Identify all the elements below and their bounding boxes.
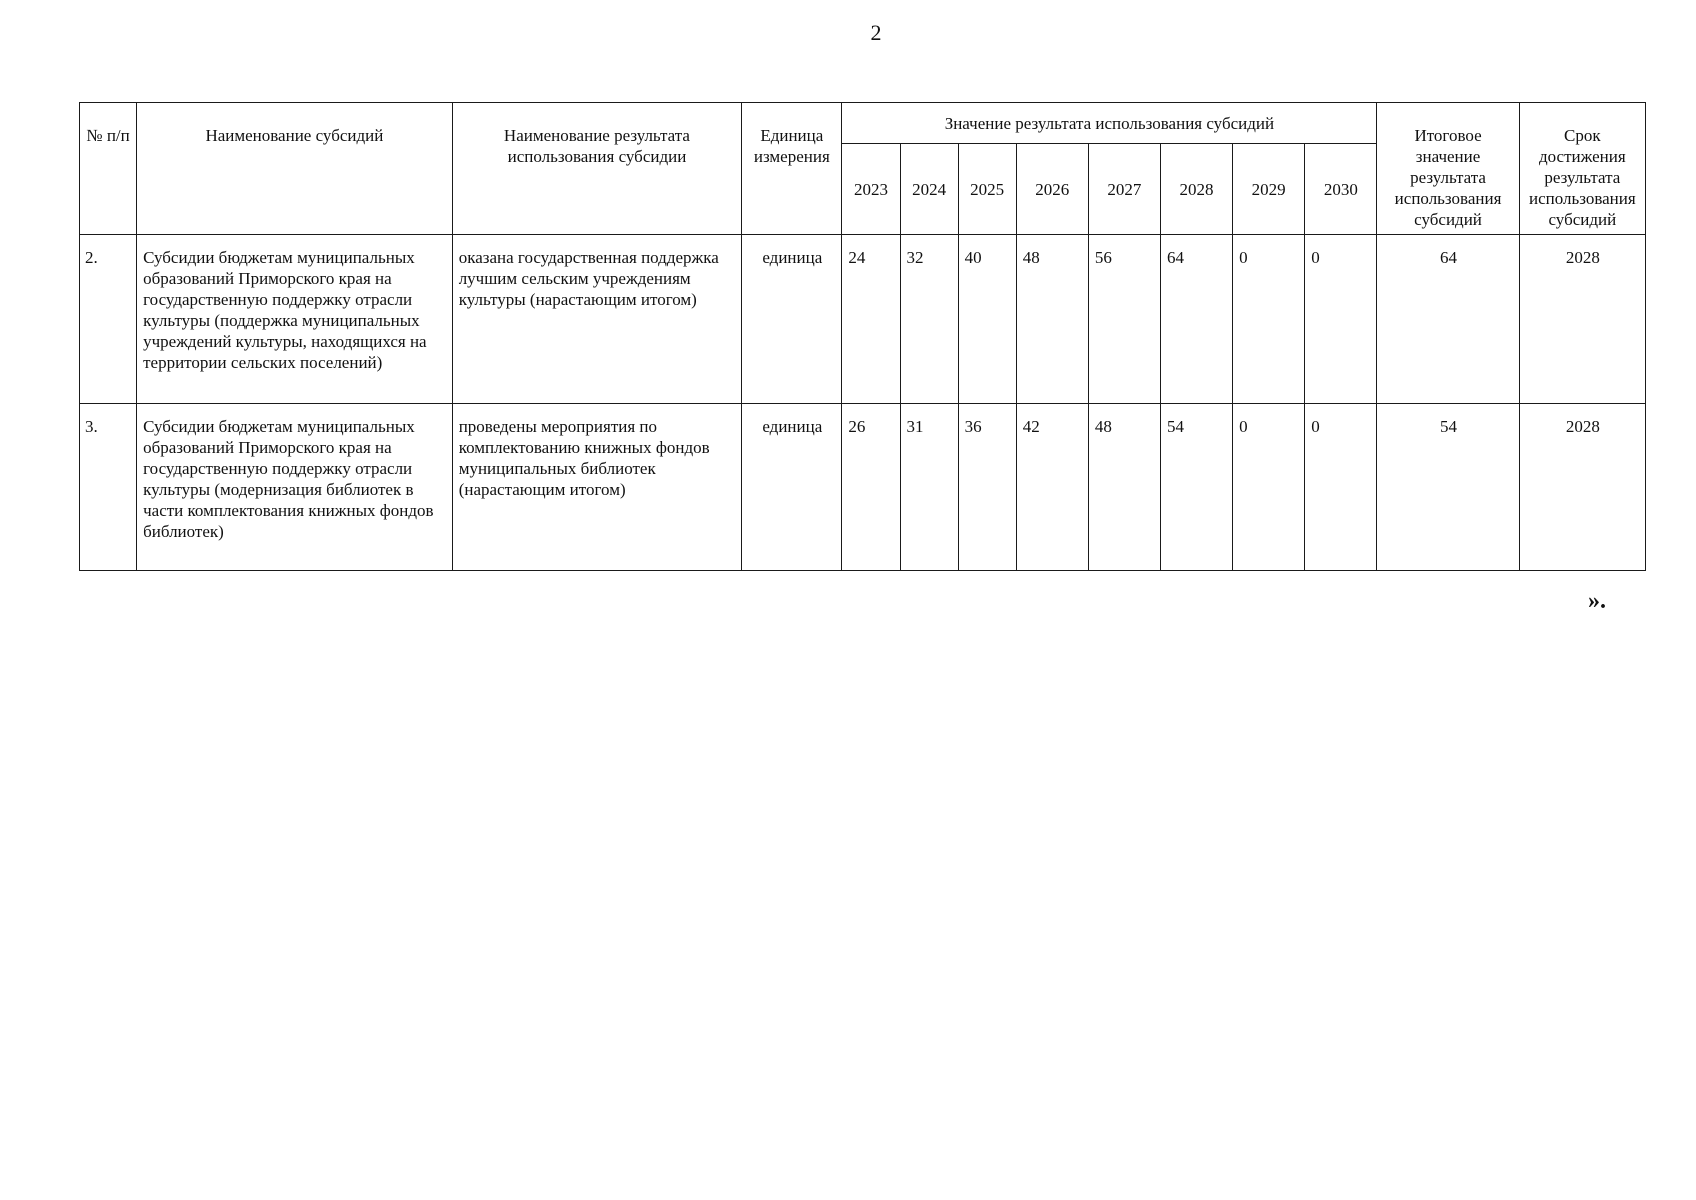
header-year: 2028 <box>1160 144 1232 235</box>
cell-unit: единица <box>742 404 842 571</box>
cell-value: 0 <box>1233 404 1305 571</box>
cell-subsidy-name: Субсидии бюджетам муниципальных образований Приморского края на государственную поддержку отрасли культуры (поддержка муниципальных учреждений культуры, находящихся на территории сельских поселений) <box>137 235 453 404</box>
page-number: 2 <box>870 20 882 45</box>
header-subsidy-name: Наименование субсидий <box>137 103 453 235</box>
cell-value: 54 <box>1160 404 1232 571</box>
cell-value: 48 <box>1088 404 1160 571</box>
cell-value: 32 <box>900 235 958 404</box>
cell-value: 24 <box>842 235 900 404</box>
table-row <box>80 235 1646 404</box>
subsidies-table <box>79 102 1646 571</box>
closing-quote-mark: ». <box>1588 588 1606 614</box>
header-year: 2029 <box>1233 144 1305 235</box>
cell-value: 26 <box>842 404 900 571</box>
cell-total: 64 <box>1377 235 1519 404</box>
header-unit: Единица измерения <box>742 103 842 235</box>
header-result-name: Наименование результата использования субсидии <box>452 103 742 235</box>
cell-value: 0 <box>1305 404 1377 571</box>
cell-result-name: оказана государственная поддержка лучшим сельским учреждениям культуры (нарастающим итогом) <box>452 235 742 404</box>
cell-value: 0 <box>1305 235 1377 404</box>
header-total: Итоговое значение результата использования субсидий <box>1377 103 1519 235</box>
cell-value: 40 <box>958 235 1016 404</box>
cell-value: 56 <box>1088 235 1160 404</box>
header-year: 2026 <box>1016 144 1088 235</box>
cell-value: 48 <box>1016 235 1088 404</box>
cell-value: 64 <box>1160 235 1232 404</box>
header-year: 2027 <box>1088 144 1160 235</box>
header-year: 2024 <box>900 144 958 235</box>
cell-value: 31 <box>900 404 958 571</box>
cell-value: 36 <box>958 404 1016 571</box>
cell-unit: единица <box>742 235 842 404</box>
header-year: 2025 <box>958 144 1016 235</box>
cell-value: 0 <box>1233 235 1305 404</box>
cell-value: 42 <box>1016 404 1088 571</box>
cell-subsidy-name: Субсидии бюджетам муниципальных образований Приморского края на государственную поддержку отрасли культуры (модернизация библиотек в части комплектования книжных фондов библиотек) <box>137 404 453 571</box>
cell-index: 2. <box>80 235 137 404</box>
cell-deadline: 2028 <box>1519 404 1645 571</box>
header-year: 2023 <box>842 144 900 235</box>
cell-index: 3. <box>80 404 137 571</box>
cell-total: 54 <box>1377 404 1519 571</box>
table-row <box>80 404 1646 571</box>
header-year: 2030 <box>1305 144 1377 235</box>
header-index: № п/п <box>80 103 137 235</box>
header-deadline: Срок достижения результата использования субсидий <box>1519 103 1645 235</box>
header-value-group: Значение результата использования субсидий <box>842 103 1377 144</box>
cell-result-name: проведены мероприятия по комплектованию книжных фондов муниципальных библиотек (нарастающим итогом) <box>452 404 742 571</box>
cell-deadline: 2028 <box>1519 235 1645 404</box>
